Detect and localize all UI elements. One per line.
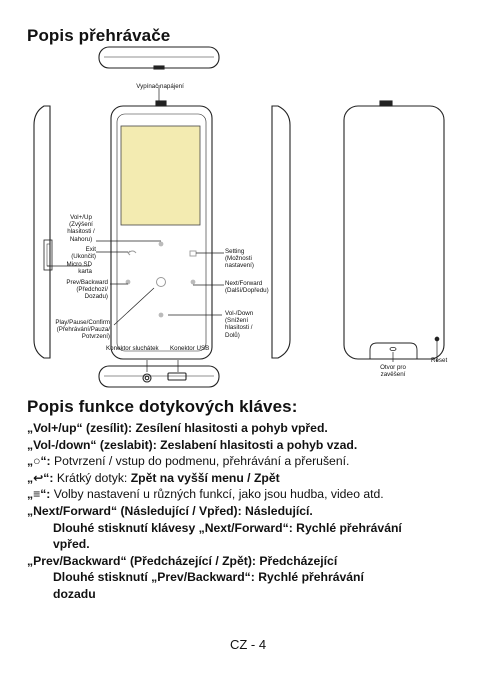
settings-key-text: Volby nastavení u různých funkcí, jako jsou hudba, video atd. (50, 487, 384, 502)
vol-up-label: Vol+/Up (Zvýšení hlasitosti / Nahoru) (67, 214, 95, 243)
line-prev-long-press: Dlouhé stisknutí „Prev/Backward“: Rychlé přehrávání (53, 570, 364, 585)
power-switch-label: Vypínač napájení (136, 83, 184, 90)
vol-down-label: Vol-/Down (Snížení hlasitosti / Dolů) (225, 310, 254, 339)
line-prev-long-press-cont: dozadu (53, 586, 96, 601)
reset-label: Reset (431, 357, 448, 364)
line-settings (27, 486, 482, 503)
back-key-symbol: „↩“: (27, 470, 54, 485)
touch-keys (126, 242, 196, 318)
lanyard-hole-label: Otvor pro zavěšení (380, 364, 406, 379)
exit-label: Exit (Ukončit) (71, 246, 96, 261)
back-view-outline (344, 101, 444, 359)
back-key-icon (128, 251, 136, 255)
menu-key-icon (190, 251, 196, 256)
line-back (27, 470, 482, 487)
section-title-touch-keys: Popis funkce dotykových kláves: (27, 397, 298, 416)
usb-connector-label: Konektor USB (170, 345, 210, 352)
line-next-forward: „Next/Forward“ (Následující / Vpřed): Následující. (27, 503, 313, 518)
touch-key-descriptions (27, 420, 482, 603)
right-side-view-outline (272, 106, 290, 358)
confirm-key-text: Potvrzení / vstup do podmenu, přehrávání a přerušení. (50, 454, 350, 469)
headphone-connector-label: Konektor sluchátek (106, 345, 159, 352)
bottom-view-outline (99, 366, 219, 387)
micro-sd-label: Micro SD karta (66, 261, 92, 276)
prev-backward-label: Prev/Backward (Předchozí/ Dozadu) (66, 279, 108, 301)
play-pause-label: Play/Pause/Confirm (Přehrávání/Pauza/ Potvrzení) (55, 319, 110, 341)
line-prev-backward: „Prev/Backward“ (Předcházející / Zpět): Předcházející (27, 553, 338, 568)
confirm-key-symbol: „○“: (27, 454, 51, 469)
next-forward-label: Next/Forward (Další/Dopředu) (225, 280, 269, 295)
page-title-player-description: Popis přehrávače (27, 26, 171, 45)
back-key-bold-text: Zpět na vyšší menu / Zpět (130, 470, 280, 485)
setting-label: Setting (Možnosti nastavení) (225, 248, 254, 270)
line-next-long-press-cont: vpřed. (53, 537, 90, 552)
line-confirm (27, 453, 482, 470)
page-number: CZ - 4 (229, 637, 267, 652)
settings-key-symbol: „≡“: (27, 487, 51, 502)
line-next-long-press: Dlouhé stisknutí klávesy „Next/Forward“: Rychlé přehrávání (53, 520, 402, 535)
line-vol-up: „Vol+/up“ (zesílit): Zesílení hlasitosti a pohyb vpřed. (27, 421, 328, 435)
top-view-outline (99, 47, 219, 69)
back-key-text: Krátký dotyk: (53, 470, 131, 485)
front-view-outline (111, 101, 212, 359)
play-key-icon (157, 278, 166, 287)
line-vol-down: „Vol-/down“ (zeslabit): Zeslabení hlasitosti a pohyb vzad. (27, 437, 358, 452)
